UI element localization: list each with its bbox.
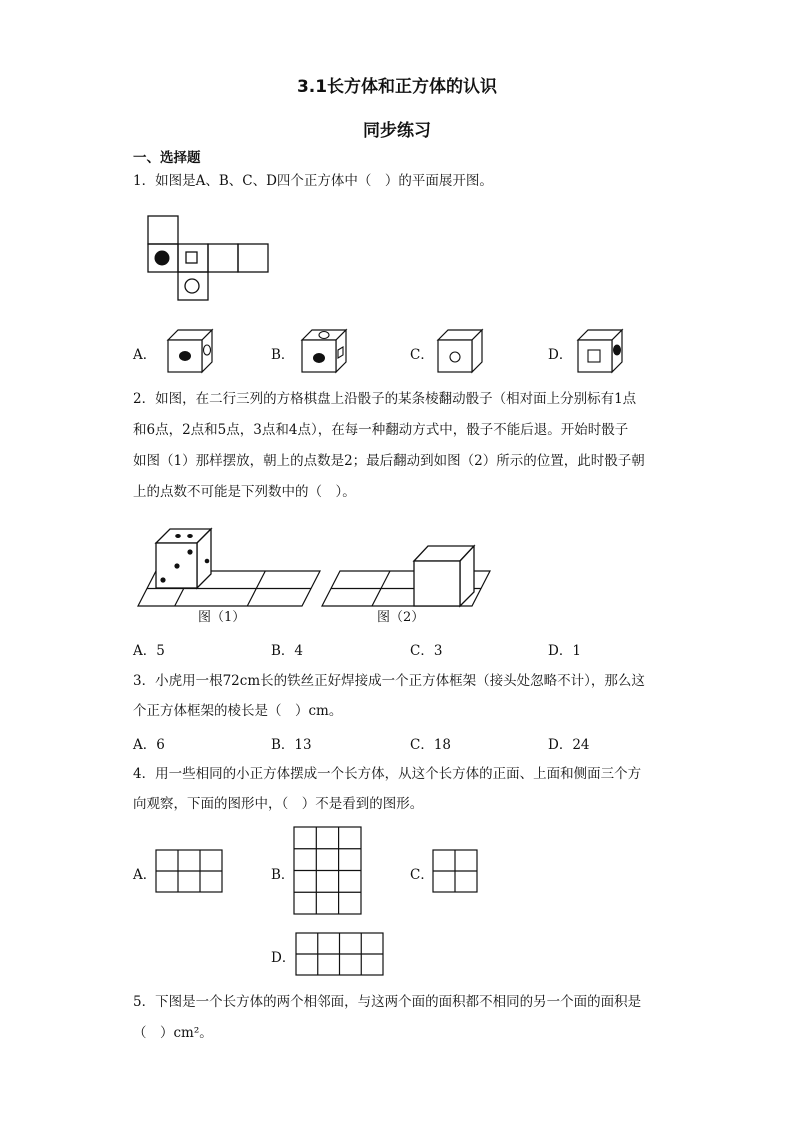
q3-option-b[interactable]: B．13 [271, 737, 312, 753]
question-1-text: 1．如图是A、B、C、D四个正方体中（ ）的平面展开图。 [133, 173, 493, 189]
figure-2-caption: 图（2） [377, 610, 425, 625]
q4-option-b-label: B． [271, 867, 295, 883]
page-title: 3.1长方体和正方体的认识 [296, 77, 498, 97]
question-5-line-2: （ ）cm²。 [133, 1025, 213, 1041]
q4-option-d-label: D． [271, 950, 296, 966]
question-3-line-1: 3．小虎用一根72cm长的铁丝正好焊接成一个正方体框架（接头处忽略不计），那么这 [133, 673, 645, 689]
q2-option-b[interactable]: B．4 [271, 643, 304, 659]
q4-option-a-grid[interactable] [155, 849, 225, 895]
q4-option-c-label: C． [410, 867, 434, 883]
q3-option-a[interactable]: A．6 [133, 737, 165, 753]
q4-option-c-grid[interactable] [432, 849, 480, 895]
question-4-line-2: 向观察，下面的图形中，（ ）不是看到的图形。 [133, 796, 424, 812]
q1-option-d-label: D． [548, 347, 573, 363]
q4-option-b-grid[interactable] [293, 826, 365, 918]
q2-option-d[interactable]: D．1 [548, 643, 581, 659]
question-2-line-2: 和6点，2点和5点，3点和4点），在每一种翻动方式中，骰子不能后退。开始时骰子 [133, 422, 629, 438]
question-5-line-1: 5．下图是一个长方体的两个相邻面，与这两个面的面积都不相同的另一个面的面积是 [133, 994, 642, 1010]
q4-option-d-grid[interactable] [295, 932, 387, 978]
question-3-line-2: 个正方体框架的棱长是（ ）cm。 [133, 703, 343, 719]
q2-option-a[interactable]: A．5 [133, 643, 165, 659]
q4-option-a-label: A． [133, 867, 157, 883]
section-heading: 一、选择题 [133, 150, 201, 166]
q3-option-c[interactable]: C．18 [410, 737, 452, 753]
question-2-line-3: 如图（1）那样摆放，朝上的点数是2；最后翻动到如图（2）所示的位置，此时骰子朝 [133, 453, 645, 469]
question-4-line-1: 4．用一些相同的小正方体摆成一个长方体，从这个长方体的正面、上面和侧面三个方 [133, 766, 642, 782]
q2-option-c[interactable]: C．3 [410, 643, 443, 659]
q1-option-b-label: B． [271, 347, 295, 363]
q3-option-d[interactable]: D．24 [548, 737, 590, 753]
q1-option-a-label: A． [133, 347, 157, 363]
question-2-line-1: 2．如图，在二行三列的方格棋盘上沿骰子的某条棱翻动骰子（相对面上分别标有1点 [133, 391, 637, 407]
question-2-line-4: 上的点数不可能是下列数中的（ ）。 [133, 484, 356, 500]
figure-1-caption: 图（1） [198, 610, 246, 625]
page-subtitle: 同步练习 [363, 121, 431, 141]
q1-option-c-label: C． [410, 347, 434, 363]
